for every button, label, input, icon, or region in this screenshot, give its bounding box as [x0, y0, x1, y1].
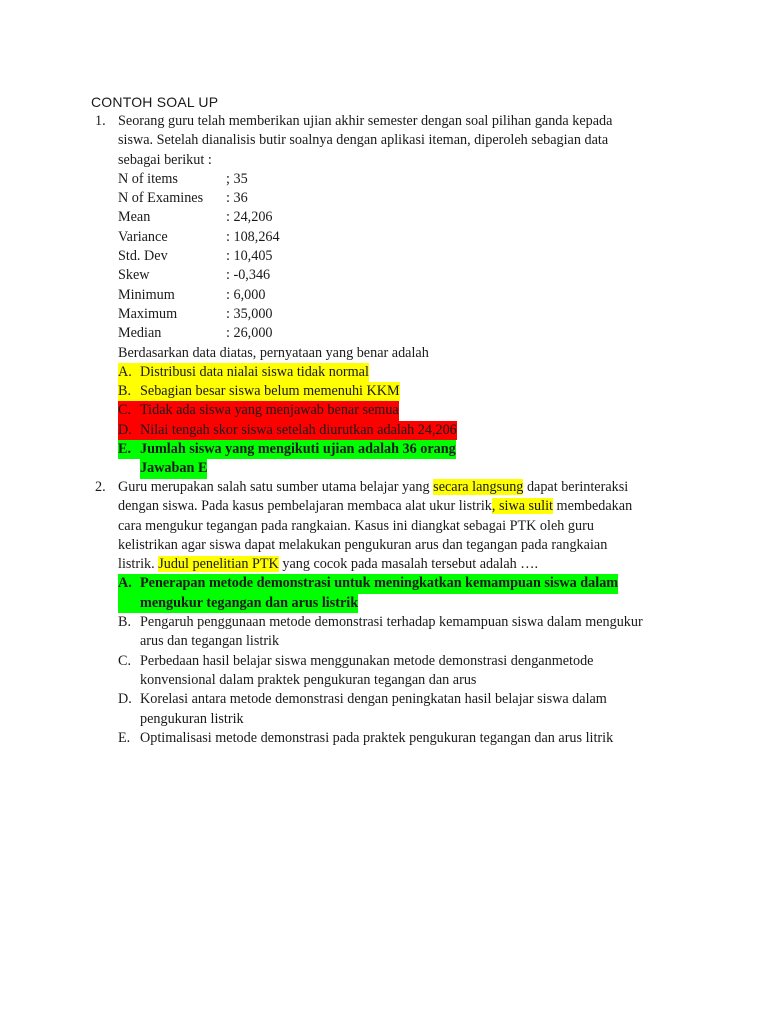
highlight-yellow: , siwa sulit	[491, 498, 553, 515]
highlight-red	[118, 401, 399, 420]
text-run: dengan siswa. Pada kasus pembelajaran membaca alat ukur listrik	[118, 498, 492, 515]
stat-value: : 6,000	[226, 286, 266, 303]
stats-list	[118, 170, 678, 344]
question-body	[118, 478, 678, 748]
option-text: Sebagian besar siswa belum memenuhi KKM	[140, 383, 400, 400]
stat-label: Minimum	[118, 286, 175, 303]
option-b	[118, 382, 678, 401]
option-letter: D.	[118, 421, 132, 438]
option-text: Jumlah siswa yang mengikuti ujian adalah 36 orang	[140, 441, 456, 458]
option-text: Penerapan metode demonstrasi untuk meningkatkan kemampuan siswa dalam	[140, 574, 618, 593]
option-text: Nilai tengah skor siswa setelah diurutkan adalah 24,206	[140, 421, 457, 438]
option-c	[118, 401, 678, 420]
stat-row	[118, 189, 678, 208]
highlight-yellow	[118, 382, 400, 401]
option-d	[118, 690, 678, 729]
text-run: listrik.	[118, 556, 159, 573]
highlight-red	[118, 421, 457, 440]
intro-line: sebagai berikut :	[118, 151, 212, 168]
stat-row	[118, 286, 678, 305]
stat-value: : 108,264	[226, 228, 280, 245]
text-run: yang cocok pada masalah tersebut adalah ….	[278, 556, 539, 573]
stat-row	[118, 305, 678, 324]
option-text: pengukuran listrik	[140, 710, 244, 727]
option-text: Tidak ada siswa yang menjawab benar semua	[140, 402, 399, 419]
option-d	[118, 421, 678, 440]
stat-label: N of items	[118, 170, 178, 187]
highlight-green	[118, 440, 456, 459]
option-letter: D.	[118, 691, 132, 708]
intro-line	[118, 478, 678, 497]
text-run: Guru merupakan salah satu sumber utama belajar yang	[118, 479, 434, 495]
stat-row	[118, 170, 678, 189]
option-text: Pengaruh penggunaan metode demonstrasi terhadap kemampuan siswa dalam mengukur	[140, 614, 643, 631]
stat-value: : 35,000	[226, 305, 273, 322]
option-e	[118, 440, 678, 459]
stat-value: : 10,405	[226, 248, 273, 265]
options-list	[118, 363, 678, 479]
stat-label: Mean	[118, 209, 151, 226]
option-text: Korelasi antara metode demonstrasi dengan peningkatan hasil belajar siswa dalam	[140, 691, 607, 708]
intro-line: siswa. Setelah dianalisis butir soalnya dengan aplikasi iteman, diperoleh sebagian data	[118, 132, 609, 149]
stat-row	[118, 208, 678, 227]
option-e	[118, 729, 678, 748]
text-run: membedakan	[552, 498, 633, 515]
option-letter: A.	[118, 574, 140, 613]
option-letter: C.	[118, 652, 132, 669]
stat-value: : 26,000	[226, 325, 273, 342]
highlight-yellow: Judul penelitian PTK	[158, 556, 279, 573]
option-text: arus dan tegangan listrik	[140, 633, 280, 650]
option-text: Optimalisasi metode demonstrasi pada praktek pengukuran tegangan dan arus litrik	[140, 729, 614, 746]
option-letter: B.	[118, 383, 132, 400]
option-letter: A.	[118, 363, 132, 380]
option-c	[118, 652, 678, 691]
stat-label: Maximum	[118, 305, 178, 322]
option-a	[118, 574, 678, 613]
option-letter: E.	[118, 441, 132, 458]
question-prompt: Berdasarkan data diatas, pernyataan yang benar adalah	[118, 344, 429, 361]
stat-row	[118, 228, 678, 247]
options-list	[118, 574, 678, 748]
stat-label: Std. Dev	[118, 248, 168, 265]
question-number: 1.	[95, 113, 106, 129]
intro-line	[118, 555, 678, 574]
intro-line	[118, 497, 678, 516]
stat-value: : -0,346	[226, 267, 271, 284]
document-title: CONTOH SOAL UP	[91, 94, 219, 110]
intro-line: cara mengukur tegangan pada rangkaian. Kasus ini diangkat sebagai PTK oleh guru	[118, 517, 594, 534]
option-letter: E.	[118, 729, 131, 746]
stat-value: ; 35	[226, 170, 248, 187]
text-run: dapat berinteraksi	[523, 479, 629, 495]
stat-label: Median	[118, 325, 162, 342]
stat-value: : 36	[226, 190, 248, 207]
stat-row	[118, 324, 678, 343]
highlight-yellow: secara langsung	[433, 479, 524, 495]
stat-row	[118, 247, 678, 266]
option-letter: C.	[118, 402, 132, 419]
option-text: Distribusi data nialai siswa tidak normal	[140, 363, 369, 380]
question-body	[118, 112, 678, 479]
answer-text: Jawaban E	[140, 459, 207, 478]
intro-line: kelistrikan agar siswa dapat melakukan pengukuran arus dan tegangan pada rangkaian	[118, 536, 608, 553]
stat-value: : 24,206	[226, 209, 273, 226]
stat-label: Variance	[118, 228, 168, 245]
stat-label: Skew	[118, 267, 150, 284]
intro-line: Seorang guru telah memberikan ujian akhir semester dengan soal pilihan ganda kepada	[118, 113, 613, 129]
stat-label: N of Examines	[118, 190, 204, 207]
option-text: Perbedaan hasil belajar siswa menggunakan metode demonstrasi denganmetode	[140, 652, 594, 669]
question-number: 2.	[95, 479, 106, 495]
stat-row	[118, 266, 678, 285]
option-text: konvensional dalam praktek pengukuran tegangan dan arus	[140, 671, 477, 688]
answer-line	[118, 459, 678, 478]
option-b	[118, 613, 678, 652]
option-letter: B.	[118, 614, 132, 631]
option-text: mengukur tegangan dan arus listrik	[140, 594, 358, 613]
highlight-yellow	[118, 363, 369, 382]
option-a	[118, 363, 678, 382]
